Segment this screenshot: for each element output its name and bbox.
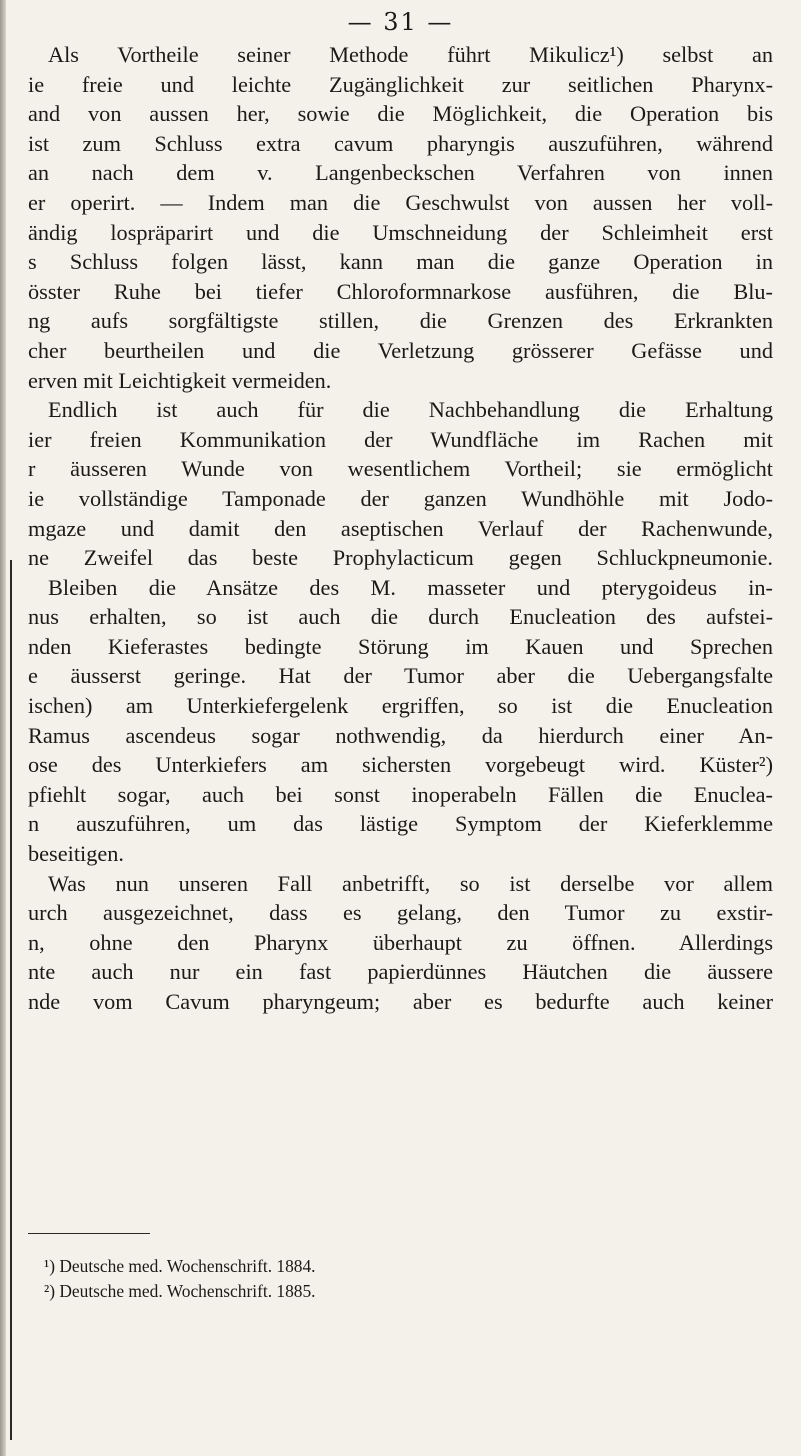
text-line: Bleiben die Ansätze des M. masseter und pterygoideus in- bbox=[48, 574, 773, 600]
text-line: ose des Unterkiefers am sichersten vorgebeugt wird. Küster²) bbox=[28, 752, 773, 778]
page-gutter-shadow bbox=[0, 0, 6, 1456]
text-line: s Schluss folgen lässt, kann man die ganze Operation in bbox=[28, 249, 773, 275]
page-number: — 31 — bbox=[347, 8, 454, 36]
text-line: r äusseren Wunde von wesentlichem Vortheil; sie ermöglicht bbox=[28, 456, 773, 482]
text-line: n auszuführen, um das lästige Symptom der Kieferklemme bbox=[28, 811, 773, 837]
text-line: nden Kieferastes bedingte Störung im Kauen und Sprechen bbox=[28, 633, 773, 659]
text-line: Endlich ist auch für die Nachbehandlung die Erhaltung bbox=[48, 397, 773, 423]
text-line: Was nun unseren Fall anbetrifft, so ist derselbe vor allem bbox=[48, 870, 773, 896]
text-line: ier freien Kommunikation der Wundfläche im Rachen mit bbox=[28, 426, 773, 452]
text-line: ist zum Schluss extra cavum pharyngis auszuführen, während bbox=[28, 130, 773, 156]
text-line: ng aufs sorgfältigste stillen, die Grenzen des Erkrankten bbox=[28, 308, 773, 334]
text-line: beseitigen. bbox=[28, 841, 124, 867]
text-line: nde vom Cavum pharyngeum; aber es bedurfte auch keiner bbox=[28, 989, 773, 1014]
text-line: erven mit Leichtigkeit vermeiden. bbox=[28, 367, 332, 393]
footnote-divider bbox=[28, 1233, 150, 1234]
footnote: ¹) Deutsche med. Wochenschrift. 1884. bbox=[44, 1256, 316, 1276]
text-line: Als Vortheile seiner Methode führt Mikulicz¹) selbst an bbox=[48, 42, 773, 67]
binding-edge-line bbox=[10, 560, 12, 1440]
text-line: er operirt. — Indem man die Geschwulst von aussen her voll- bbox=[28, 189, 773, 215]
text-line: cher beurtheilen und die Verletzung grösserer Gefässe und bbox=[28, 337, 773, 363]
text-line: nte auch nur ein fast papierdünnes Häutchen die äussere bbox=[28, 959, 773, 985]
text-line: ie freie und leichte Zugänglichkeit zur seitlichen Pharynx- bbox=[28, 71, 773, 97]
text-line: mgaze und damit den aseptischen Verlauf der Rachenwunde, bbox=[28, 515, 773, 541]
footnotes bbox=[44, 1254, 744, 1304]
text-line: and von aussen her, sowie die Möglichkeit, die Operation bis bbox=[28, 101, 773, 127]
text-line: Ramus ascendeus sogar nothwendig, da hierdurch einer An- bbox=[28, 722, 773, 748]
body-text bbox=[28, 40, 773, 1017]
text-line: össter Ruhe bei tiefer Chloroformnarkose ausführen, die Blu- bbox=[28, 278, 773, 304]
footnote: ²) Deutsche med. Wochenschrift. 1885. bbox=[44, 1281, 316, 1301]
text-line: ne Zweifel das beste Prophylacticum gegen Schluckpneumonie. bbox=[28, 545, 773, 571]
text-line: ie vollständige Tamponade der ganzen Wundhöhle mit Jodo- bbox=[28, 485, 773, 511]
text-line: pfiehlt sogar, auch bei sonst inoperabeln Fällen die Enuclea- bbox=[28, 781, 773, 807]
text-line: n, ohne den Pharynx überhaupt zu öffnen. Allerdings bbox=[28, 929, 773, 955]
text-line: ändig lospräparirt und die Umschneidung der Schleimheit erst bbox=[28, 219, 773, 245]
text-line: ischen) am Unterkiefergelenk ergriffen, so ist die Enucleation bbox=[28, 693, 773, 719]
text-line: urch ausgezeichnet, dass es gelang, den Tumor zu exstir- bbox=[28, 900, 773, 926]
text-line: an nach dem v. Langenbeckschen Verfahren von innen bbox=[28, 160, 773, 186]
text-line: nus erhalten, so ist auch die durch Enucleation des aufstei- bbox=[28, 604, 773, 630]
text-line: e äusserst geringe. Hat der Tumor aber die Uebergangsfalte bbox=[28, 663, 773, 689]
